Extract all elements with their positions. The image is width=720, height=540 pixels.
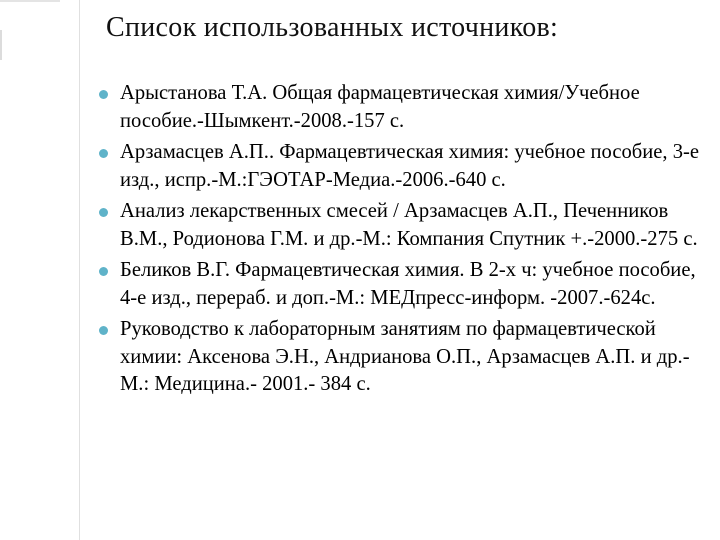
bullet-dot-icon [99, 326, 108, 335]
reference-item [120, 316, 716, 399]
vertical-decorative-rule [79, 0, 80, 540]
bullet-dot-icon [99, 149, 108, 158]
reference-item [120, 198, 716, 253]
bullet-dot-icon [99, 90, 108, 99]
bullet-dot-icon [99, 267, 108, 276]
bullet-dot-icon [99, 208, 108, 217]
reference-list [120, 80, 716, 403]
reference-text: Арзамасцев А.П.. Фармацевтическая химия: учебное пособие, 3-е изд., испр.-М.:ГЭОТАР-Медиа.-2006.-640 с. [120, 141, 700, 191]
reference-item [120, 257, 716, 312]
reference-item [120, 139, 716, 194]
reference-text: Арыстанова Т.А. Общая фармацевтическая химия/Учебное пособие.-Шымкент.-2008.-157 с. [120, 82, 640, 132]
top-decorative-line [0, 0, 60, 2]
corner-decorative-mark [0, 30, 12, 60]
reference-item [120, 80, 716, 135]
reference-text: Анализ лекарственных смесей / Арзамасцев А.П., Печенников В.М., Родионова Г.М. и др.-М.: Компания Спутник +.-2000.-275 с. [120, 200, 698, 250]
reference-text: Руководство к лабораторным занятиям по фармацевтической химии: Аксенова Э.Н., Андрианова О.П., Арзамасцев А.П. и др.- М.: Медицина.- 2001.- 384 с. [120, 318, 690, 395]
reference-text: Беликов В.Г. Фармацевтическая химия. В 2-х ч: учебное пособие, 4-е изд., перераб. и доп.-М.: МЕДпресс-информ. -2007.-624с. [120, 259, 696, 309]
slide-title: Список использованных источников: [106, 12, 559, 43]
